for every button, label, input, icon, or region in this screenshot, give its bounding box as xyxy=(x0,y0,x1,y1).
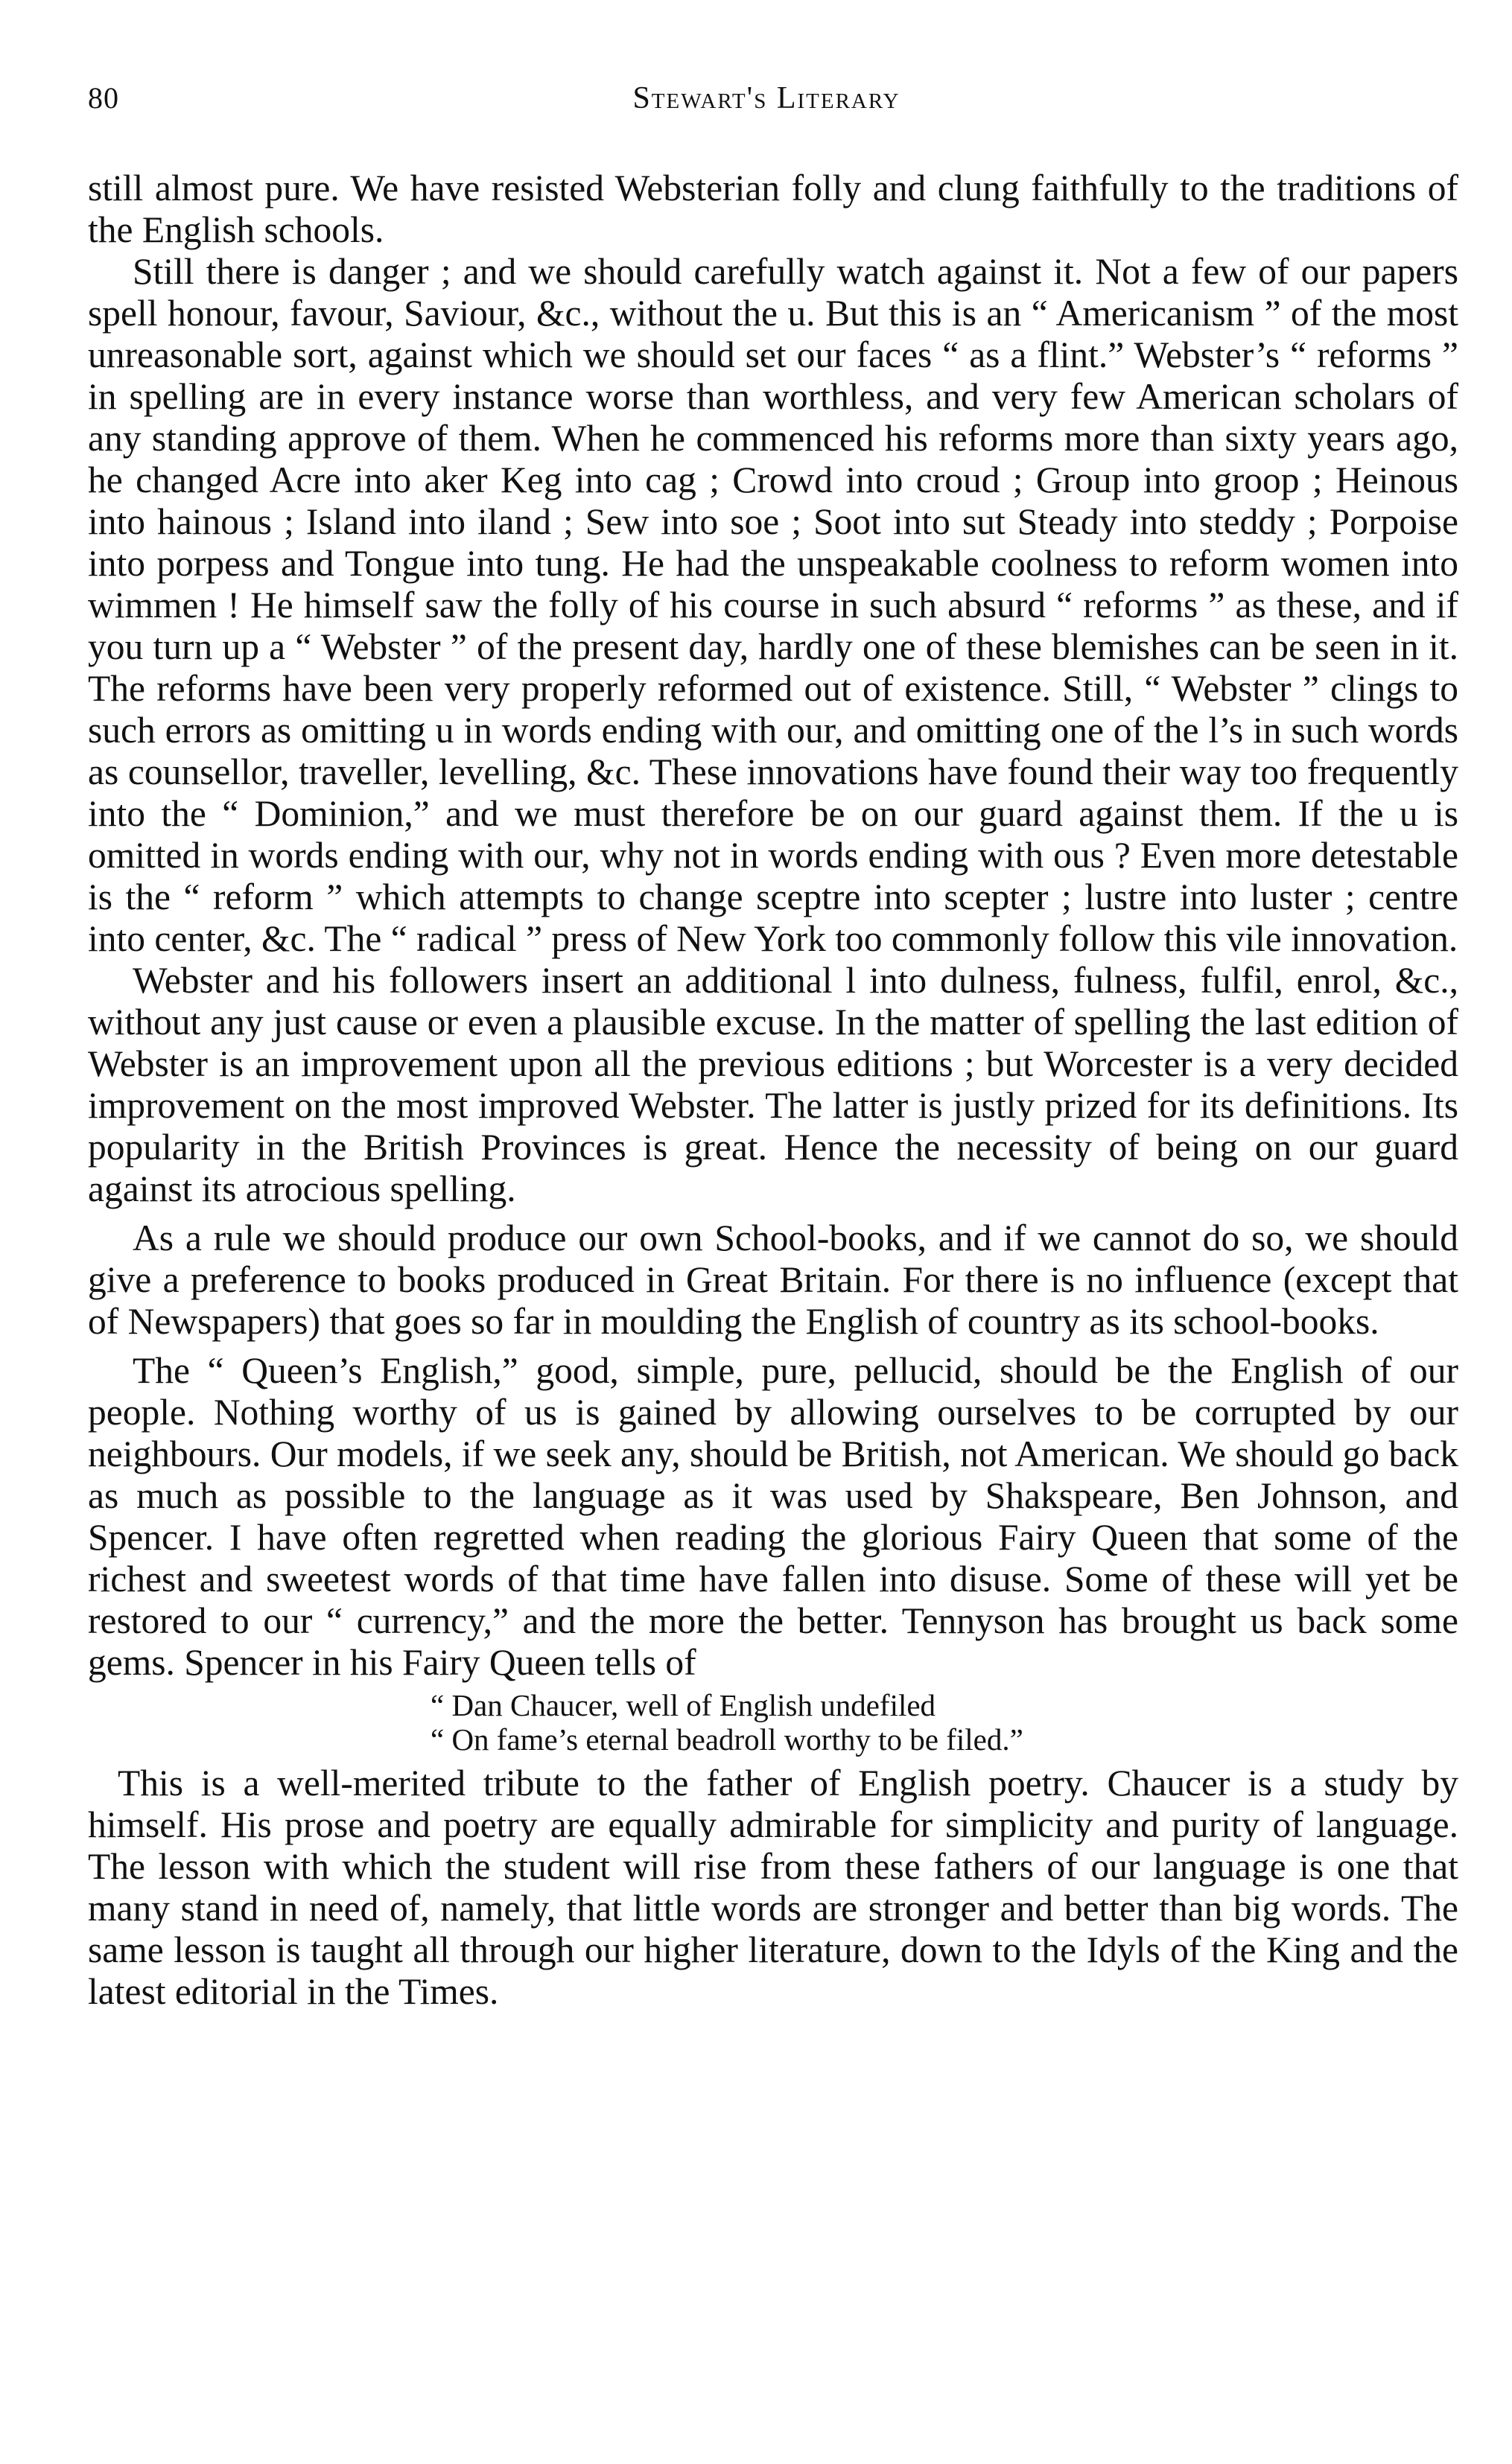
quote-line-1: “ Dan Chaucer, well of English undefiled xyxy=(431,1688,936,1722)
paragraph-5: The “ Queen’s English,” good, simple, pure, pellucid, should be the English of our people. Nothing worthy of us is gained by allowing ourselves to be corrupted by our neighbours. Our models, if we seek any, should be British, not American. We should go back as much as possible to the language as it was used by Shakspeare, Ben Johnson, and Spencer. I have often regretted when reading the glorious Fairy Queen that some of the richest and sweetest words of that time have fallen into disuse. Some of these will yet be restored to our “ currency,” and the more the better. Tennyson has brought us back some gems. Spencer in his Fairy Queen tells of xyxy=(88,1350,1458,1683)
running-head: Stewart's Literary xyxy=(632,81,900,115)
paragraph-1: still almost pure. We have resisted Websterian folly and clung faithfully to the traditions of the English schools. xyxy=(88,168,1458,250)
quote-line-2: “ On fame’s eternal beadroll worthy to be filed.” xyxy=(431,1722,1023,1757)
paragraph-3: Webster and his followers insert an additional l into dulness, fulness, fulfil, enrol, &c., without any just cause or even a plausible excuse. In the matter of spelling the last edition of Webster is an improvement upon all the previous editions ; but Worcester is a very decided improvement on the most improved Webster. The latter is justly prized for its definitions. Its popularity in the British Provinces is great. Hence the necessity of being on our guard against its atrocious spelling. xyxy=(88,960,1458,1209)
paragraph-4: As a rule we should produce our own School-books, and if we cannot do so, we should give a preference to books produced in Great Britain. For there is no influence (except that of Newspapers) that goes so far in moulding the English of country as its school-books. xyxy=(88,1217,1458,1342)
page-header xyxy=(88,80,1445,125)
page-number: 80 xyxy=(88,81,119,115)
paragraph-2: Still there is danger ; and we should carefully watch against it. Not a few of our papers spell honour, favour, Saviour, &c., without the u. But this is an “ Americanism ” of the most unreasonable sort, against which we should set our faces “ as a flint.” Webster’s “ reforms ” in spelling are in every instance worse than worthless, and very few American scholars of any standing approve of them. When he commenced his reforms more than sixty years ago, he changed Acre into aker Keg into cag ; Crowd into croud ; Group into groop ; Heinous into hainous ; Island into iland ; Sew into soe ; Soot into sut Steady into steddy ; Porpoise into porpess and Tongue into tung. He had the unspeakable coolness to reform women into wimmen ! He himself saw the folly of his course in such absurd “ reforms ” as these, and if you turn up a “ Webster ” of the present day, hardly one of these blemishes can be seen in it. The reforms have been very properly reformed out of existence. Still, “ Webster ” clings to such errors as omitting u in words ending with our, and omitting one of the l’s in such words as counsellor, traveller, levelling, &c. These innovations have found their way too frequently into the “ Dominion,” and we must therefore be on our guard against them. If the u is omitted in words ending with our, why not in words ending with ous ? Even more detestable is the “ reform ” which attempts to change sceptre into scepter ; lustre into luster ; centre into center, &c. The “ radical ” press of New York too commonly follow this vile innovation. xyxy=(88,251,1458,959)
body-text xyxy=(88,168,1458,2013)
paragraph-6: This is a well-merited tribute to the father of English poetry. Chaucer is a study by himself. His prose and poetry are equally admirable for simplicity and purity of language. The lesson with which the student will rise from these fathers of our language is one that many stand in need of, namely, that little words are stronger and better than big words. The same lesson is taught all through our higher literature, down to the Idyls of the King and the latest editorial in the Times. xyxy=(88,1763,1458,2012)
block-quote xyxy=(88,1688,1458,1757)
